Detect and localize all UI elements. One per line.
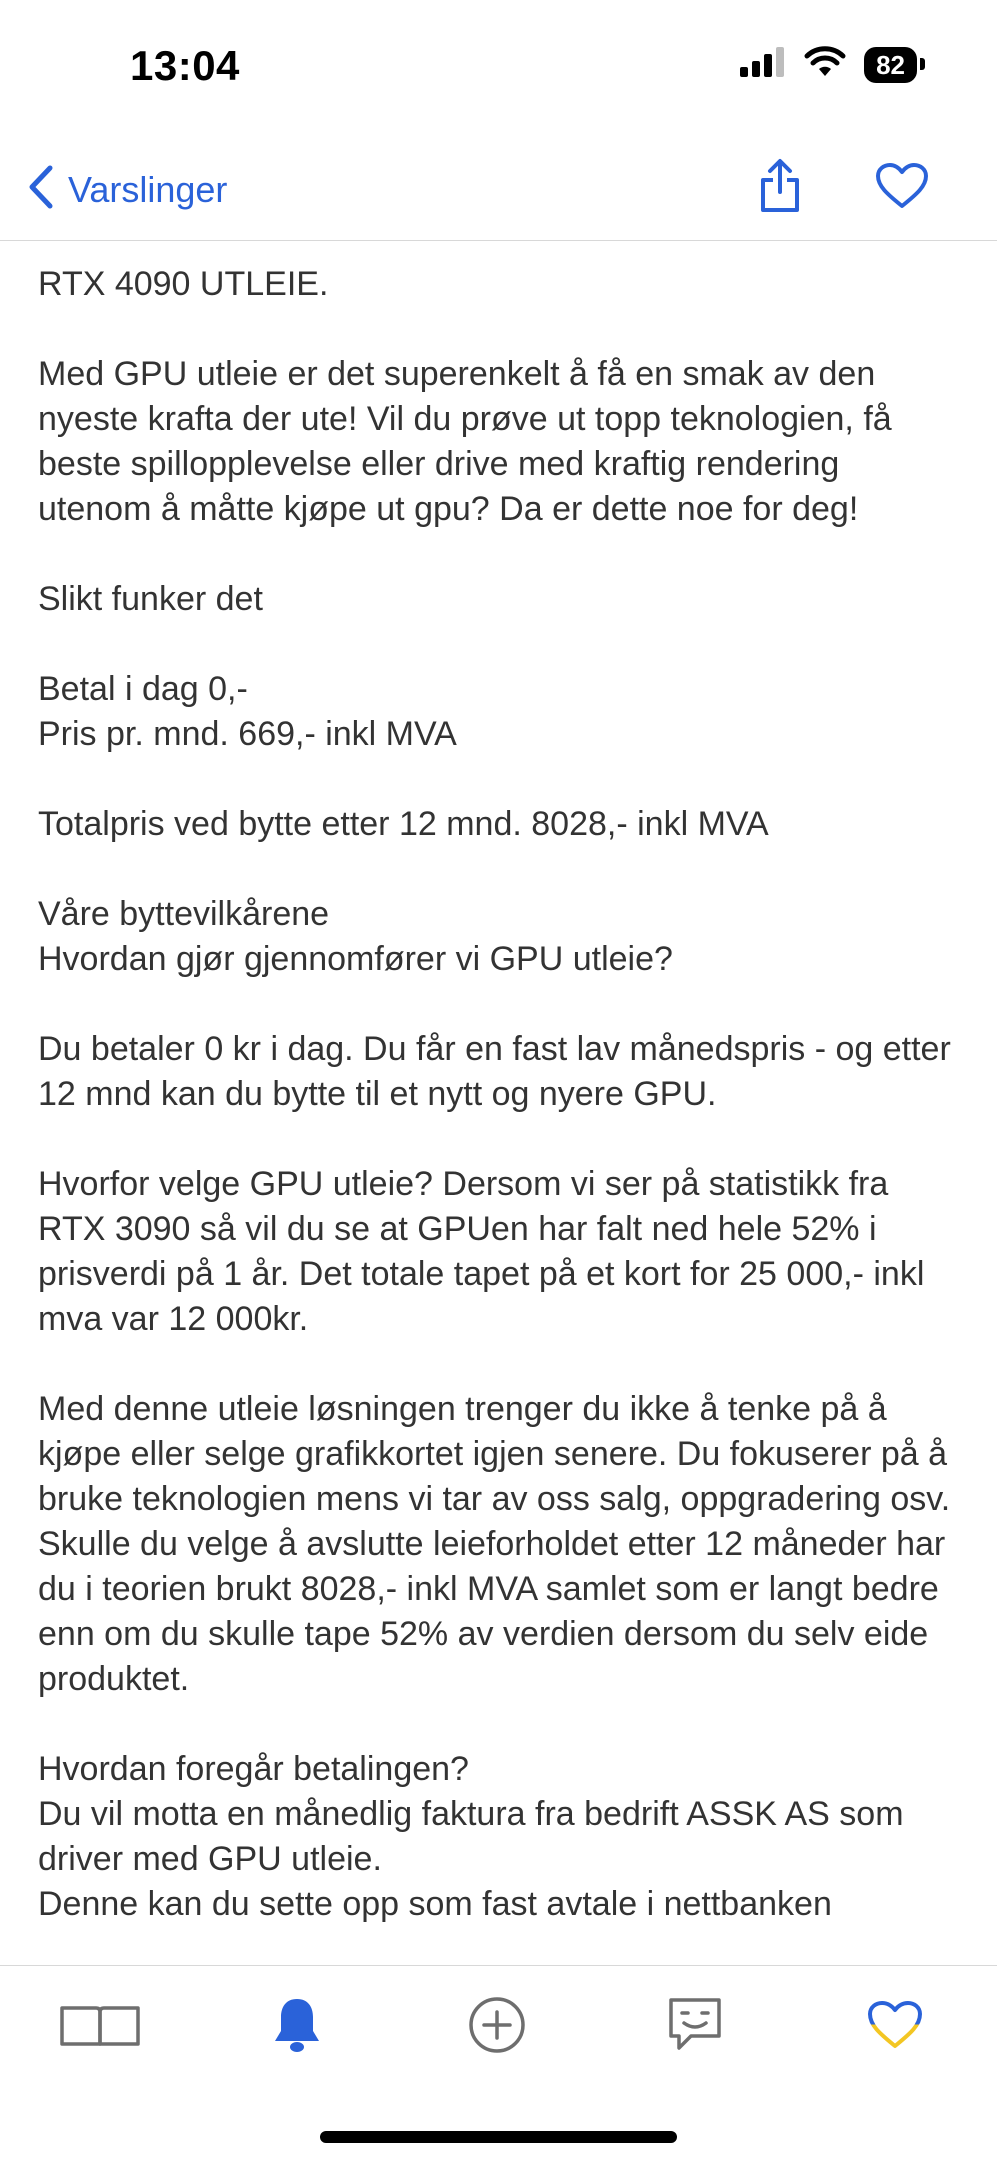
tab-notifications[interactable]: [252, 1992, 342, 2062]
paragraph: Slikt funker det: [38, 580, 263, 618]
tab-messages[interactable]: [650, 1992, 740, 2062]
navigation-bar: [0, 140, 997, 241]
home-indicator: [320, 2131, 677, 2143]
tab-add[interactable]: [452, 1992, 542, 2062]
battery-indicator: 82: [864, 47, 917, 83]
tab-book[interactable]: [55, 1992, 145, 2062]
paragraph: Betal i dag 0,- Pris pr. mnd. 669,- inkl MVA: [38, 670, 457, 753]
paragraph: Våre byttevilkårene Hvordan gjør gjennomfører vi GPU utleie?: [38, 895, 673, 978]
status-bar: [0, 0, 997, 130]
book-icon: [58, 2002, 142, 2053]
chevron-left-icon: [26, 164, 54, 215]
bell-icon: [270, 1995, 324, 2060]
wifi-icon: [804, 46, 846, 83]
paragraph: Totalpris ved bytte etter 12 mnd. 8028,- inkl MVA: [38, 805, 769, 843]
tab-favorites[interactable]: [850, 1992, 940, 2062]
paragraph: Hvorfor velge GPU utleie? Dersom vi ser på statistikk fra RTX 3090 så vil du se at GPUen har falt ned hele 52% i prisverdi på 1 år. Det totale tapet på et kort for 25 000,- inkl mva var 12 000kr.: [38, 1165, 925, 1338]
message-body: [38, 262, 958, 1972]
paragraph: RTX 4090 UTLEIE.: [38, 265, 329, 303]
cellular-signal-icon: [740, 47, 786, 82]
plus-circle-icon: [468, 1996, 526, 2059]
status-time: 13:04: [130, 42, 240, 89]
heart-icon: [875, 197, 929, 214]
chat-smile-icon: [665, 1996, 725, 2059]
back-button[interactable]: [26, 164, 227, 215]
heart-outline-icon: [866, 1999, 924, 2056]
tab-bar: [0, 1965, 997, 2161]
back-label: Varslinger: [68, 168, 228, 210]
paragraph: Hvordan foregår betalingen? Du vil motta en månedlig faktura fra bedrift ASSK AS som driver med GPU utleie. Denne kan du sette opp som fast avtale i nettbanken: [38, 1750, 904, 1923]
paragraph: Med GPU utleie er det superenkelt å få en smak av den nyeste krafta der ute! Vil du prøve ut topp teknologien, få beste spillopplevelse eller drive med kraftig rendering utenom å måtte kjøpe ut gpu? Da er dette noe for deg!: [38, 355, 892, 528]
paragraph: Du betaler 0 kr i dag. Du får en fast lav månedspris - og etter 12 mnd kan du bytte til et nytt og nyere GPU.: [38, 1030, 951, 1113]
share-button[interactable]: [758, 158, 802, 219]
favorite-button[interactable]: [875, 162, 929, 215]
share-icon: [758, 201, 802, 218]
paragraph: Med denne utleie løsningen trenger du ikke å tenke på å kjøpe eller selge grafikkortet igjen senere. Du fokuserer på å bruke teknologien mens vi tar av oss salg, oppgradering osv. Skulle du velge å avslutte leieforholdet etter 12 måneder har du i teorien brukt 8028,- inkl MVA samlet som er langt bedre enn om du skulle tape 52% av verdien dersom du selv eide produktet.: [38, 1390, 951, 1698]
status-indicators: [740, 46, 917, 83]
